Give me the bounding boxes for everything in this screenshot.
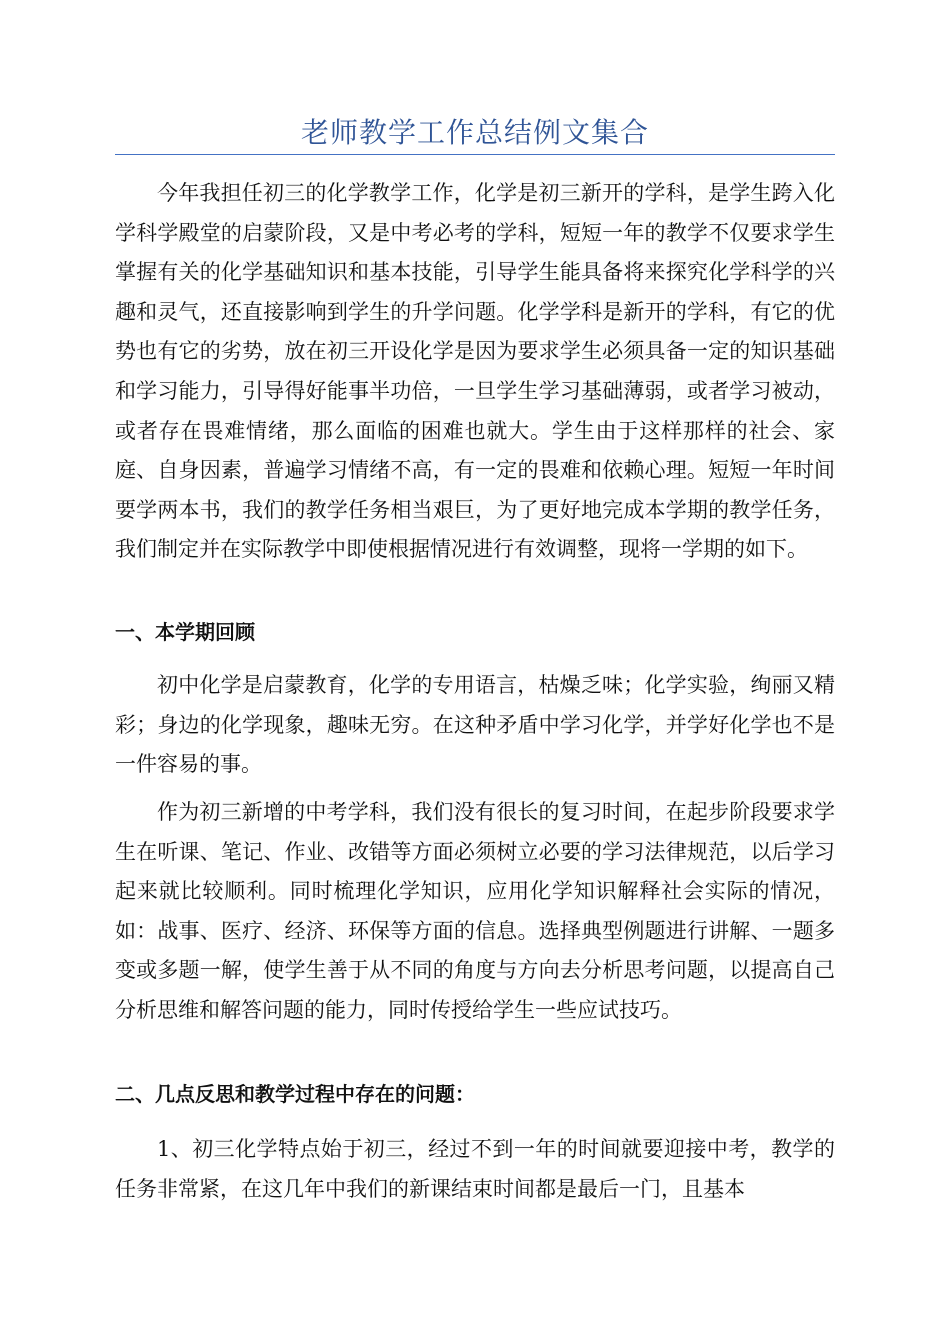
section-2-paragraph-1: 1、初三化学特点始于初三，经过不到一年的时间就要迎接中考，教学的任务非常紧，在这几年中我们的新课结束时间都是最后一门，且基本 bbox=[115, 1137, 835, 1201]
section-1-heading: 一、本学期回顾 bbox=[115, 620, 255, 644]
section-1-paragraph-1: 初中化学是启蒙教育，化学的专用语言，枯燥乏味；化学实验，绚丽又精彩；身边的化学现象，趣味无穷。在这种矛盾中学习化学，并学好化学也不是一件容易的事。 bbox=[115, 673, 835, 777]
section-1-paragraph-2: 作为初三新增的中考学科，我们没有很长的复习时间，在起步阶段要求学生在听课、笔记、作业、改错等方面必须树立必要的学习法律规范，以后学习起来就比较顺利。同时梳理化学知识，应用化学知识解释社会实际的情况，如：战事、医疗、经济、环保等方面的信息。选择典型例题进行讲解、一题多变或多题一解，使学生善于从不同的角度与方向去分析思考问题，以提高自己分析思维和解答问题的能力，同时传授给学生一些应试技巧。 bbox=[115, 800, 835, 1022]
section-2-heading: 二、几点反思和教学过程中存在的问题： bbox=[115, 1082, 475, 1106]
intro-paragraph: 今年我担任初三的化学教学工作，化学是初三新开的学科，是学生跨入化学科学殿堂的启蒙阶段，又是中考必考的学科，短短一年的教学不仅要求学生掌握有关的化学基础知识和基本技能，引导学生能具备将来探究化学科学的兴趣和灵气，还直接影响到学生的升学问题。化学学科是新开的学科，有它的优势也有它的劣势，放在初三开设化学是因为要求学生必须具备一定的知识基础和学习能力，引导得好能事半功倍，一旦学生学习基础薄弱，或者学习被动，或者存在畏难情绪，那么面临的困难也就大。学生由于这样那样的社会、家庭、自身因素，普遍学习情绪不高，有一定的畏难和依赖心理。短短一年时间要学两本书，我们的教学任务相当艰巨，为了更好地完成本学期的教学任务，我们制定并在实际教学中即使根据情况进行有效调整，现将一学期的如下。 bbox=[115, 181, 835, 562]
title-underline-rule bbox=[115, 154, 835, 155]
document-title: 老师教学工作总结例文集合 bbox=[300, 116, 649, 149]
